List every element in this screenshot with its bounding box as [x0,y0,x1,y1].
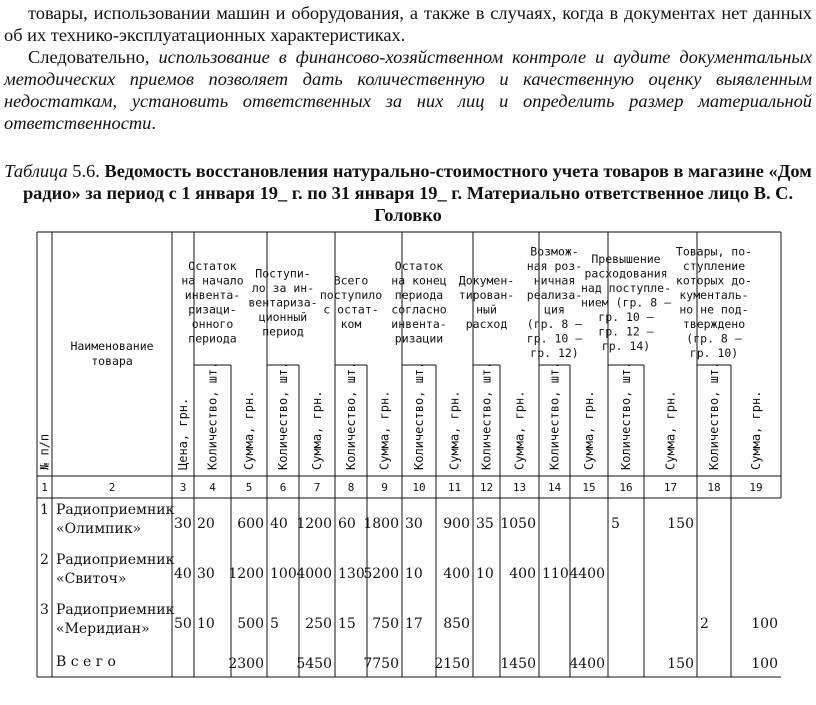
col-number: 17 [663,481,678,494]
sum-cell: 150 [667,516,694,532]
group-header-line: инвента- [184,288,241,302]
col-number: 14 [547,481,562,494]
sum-cell: 1200 [296,516,332,532]
qty-cell: 15 [338,616,356,632]
sum-cell: 1050 [500,516,536,532]
sum-cell: 750 [372,616,399,632]
group-header-line: периода [188,331,237,346]
col-number: 11 [447,481,462,494]
sum-cell: 5200 [363,566,399,582]
total-cell: 1450 [500,656,536,672]
total-cell: 2150 [434,656,470,672]
sum-header: Сумма, грн. [663,390,678,470]
qty-header: Количество, шт. [412,361,426,470]
total-cell: 100 [751,656,778,672]
price-cell: 30 [174,516,192,532]
group-header-line: Всего [333,273,369,288]
group-header-line: ная роз- [526,259,583,273]
item-name: «Меридиан» [56,621,150,637]
group-header-line: ком [340,317,362,331]
row-number: 1 [40,502,49,518]
group-header-line: гр. 12 – [598,324,654,339]
group-header-line: Остаток [394,259,444,273]
group-header-line: гр. 10) [689,346,739,360]
qty-cell: 5 [611,516,620,532]
group-header-line: расход [465,317,508,331]
sum-cell: 1800 [363,516,399,532]
sum-header: Сумма, грн. [447,390,462,470]
total-cell: 150 [667,656,694,672]
sum-cell: 4400 [569,566,605,582]
group-header-line: инвента- [391,317,447,331]
group-header-line: кументаль- [679,288,749,302]
col-number: 6 [279,481,287,494]
group-header-line: Товары, по- [675,244,753,259]
total-cell: 2300 [228,656,264,672]
group-header-line: Возмож- [530,244,579,259]
qty-header: Количество, шт. [205,361,220,470]
col-number: 8 [347,481,355,494]
group-header-line: ло за ин- [251,280,315,295]
col-number: 13 [512,481,527,494]
qty-cell: 10 [197,616,215,632]
group-header-line: Остаток [188,259,237,273]
item-name: Радиоприемник [56,602,175,618]
col-number: 2 [108,481,116,494]
group-header-line: но не под- [679,302,749,317]
paragraph-2-italic: использование в финансово-хозяйственном контроле и аудите документальных методических приемов позволяет дать количественную и качественную оценку выявленным недостаткам, установить ответственных за них лиц и определить размер материальной ответственности [4,47,812,133]
sum-header: Сумма, грн. [582,390,596,470]
table-body [40,502,778,672]
qty-cell: 5 [270,616,279,632]
sum-cell: 1200 [228,566,264,582]
group-header-line: периода [394,288,444,302]
qty-header: Количество, шт. [707,361,721,470]
group-header-line: ризаци- [188,302,237,317]
group-header-line: период [262,324,304,339]
sum-cell: 900 [443,516,470,532]
group-header-line: онного [191,317,234,331]
caption-label: Таблица [4,161,68,181]
sum-cell: 250 [305,616,332,632]
sum-header: Сумма, грн. [512,390,527,470]
item-name: «Олимпик» [56,521,142,537]
name-header: товара [91,354,133,368]
qty-header: Количество, шт. [344,361,358,470]
col-number: 3 [179,481,187,494]
qty-cell: 60 [338,516,356,532]
group-header-line: ступление [682,259,746,273]
total-label: В с е г о [56,654,116,670]
sum-cell: 500 [237,616,264,632]
qty-cell: 20 [197,516,215,532]
qty-cell: 40 [270,516,288,532]
name-header: Наименование [70,339,154,353]
group-header-line: на конец [391,273,447,288]
sum-cell: 4000 [296,566,332,582]
group-header-line: тверждено [682,317,746,331]
qty-header: Количество, шт. [547,361,562,470]
qty-cell: 10 [405,566,423,582]
rownum-header: № п/п [37,433,52,470]
sum-cell: 100 [751,616,778,632]
group-header-line: нием (гр. 8 – [580,295,672,310]
qty-cell: 10 [476,566,494,582]
qty-cell: 2 [700,616,709,632]
group-header-line: ный [476,302,497,317]
group-header-line: ция [544,302,565,317]
price-header: Цена, грн. [176,397,190,470]
group-header-line: (гр. 8 – [686,331,742,346]
col-number: 9 [381,481,388,494]
qty-header: Количество, шт. [276,361,290,470]
qty-cell: 35 [476,516,494,532]
col-number: 1 [41,481,48,494]
group-header-line: над поступле- [580,280,672,295]
qty-header: Количество, шт. [619,361,633,470]
col-number: 5 [245,481,253,494]
qty-cell: 17 [405,616,423,632]
group-header-line: реализа- [526,288,583,302]
caption-number: 5.6. [72,161,100,181]
item-name: Радиоприемник [56,502,175,518]
group-header-line: расходования [584,266,668,281]
col-number: 19 [749,481,763,494]
col-number: 15 [582,481,596,494]
qty-cell: 130 [338,566,365,582]
total-cell: 7750 [363,656,399,672]
row-number: 2 [40,552,49,568]
sum-cell: 850 [443,616,470,632]
sum-header: Сумма, грн. [749,390,763,470]
qty-header: Количество, шт. [479,361,494,470]
col-number: 18 [707,481,721,494]
group-header-line: Докумен- [458,273,515,288]
table-header [38,245,764,495]
col-number: 4 [209,481,216,494]
qty-cell: 30 [405,516,423,532]
group-header-line: которых до- [675,273,753,288]
paragraph-2-lead: Следовательно, [28,47,150,67]
group-header-line: с остат- [323,302,379,317]
paragraph-1: товары, использовании машин и оборудования, а также в случаях, когда в документах нет данных об их технико-эксплуатационных характеристиках. [4,3,812,45]
group-header-line: на начало [181,273,244,288]
caption-title: Ведомость восстановления натурально-стоимостного учета товаров в магазине «Дом радио» за период с 1 января 19_ г. по 31 января 19_ г. Материально ответственное лицо В. С. Головко [22,161,812,225]
group-header-line: поступило [319,288,383,302]
group-header-line: Превышение [591,251,661,266]
col-number: 10 [412,481,426,494]
group-header-line: гр. 10 – [526,331,583,346]
qty-cell: 30 [197,566,215,582]
row-number: 3 [40,602,49,618]
col-number: 16 [619,481,633,494]
group-header-line: вентариза- [248,295,318,310]
paragraph-2-end: . [151,113,156,133]
sum-header: Сумма, грн. [377,390,392,470]
sum-header: Сумма, грн. [310,390,324,470]
qty-cell: 100 [270,566,297,582]
sum-cell: 600 [237,516,264,532]
total-cell: 4400 [569,656,605,672]
sum-cell: 400 [443,566,470,582]
group-header-line: гр. 14) [601,338,651,353]
group-header-line: согласно [391,302,447,317]
sum-header: Сумма, грн. [242,390,256,470]
price-cell: 50 [174,616,192,632]
group-header-line: (гр. 8 – [526,317,583,331]
group-header-line: ционный [258,309,308,324]
group-header-line: ризации [394,331,444,346]
group-header-line: Поступи- [255,266,311,281]
total-cell: 5450 [296,656,332,672]
item-name: Радиоприемник [56,552,175,568]
col-number: 12 [479,481,494,494]
group-header-line: гр. 12) [530,346,579,360]
item-name: «Свиточ» [56,571,127,587]
group-header-line: ничная [533,273,576,288]
price-cell: 40 [174,566,192,582]
col-number: 7 [313,481,321,494]
sum-cell: 400 [509,566,536,582]
qty-cell: 110 [542,566,569,582]
group-header-line: гр. 10 – [598,309,654,324]
group-header-line: тирован- [458,288,515,302]
